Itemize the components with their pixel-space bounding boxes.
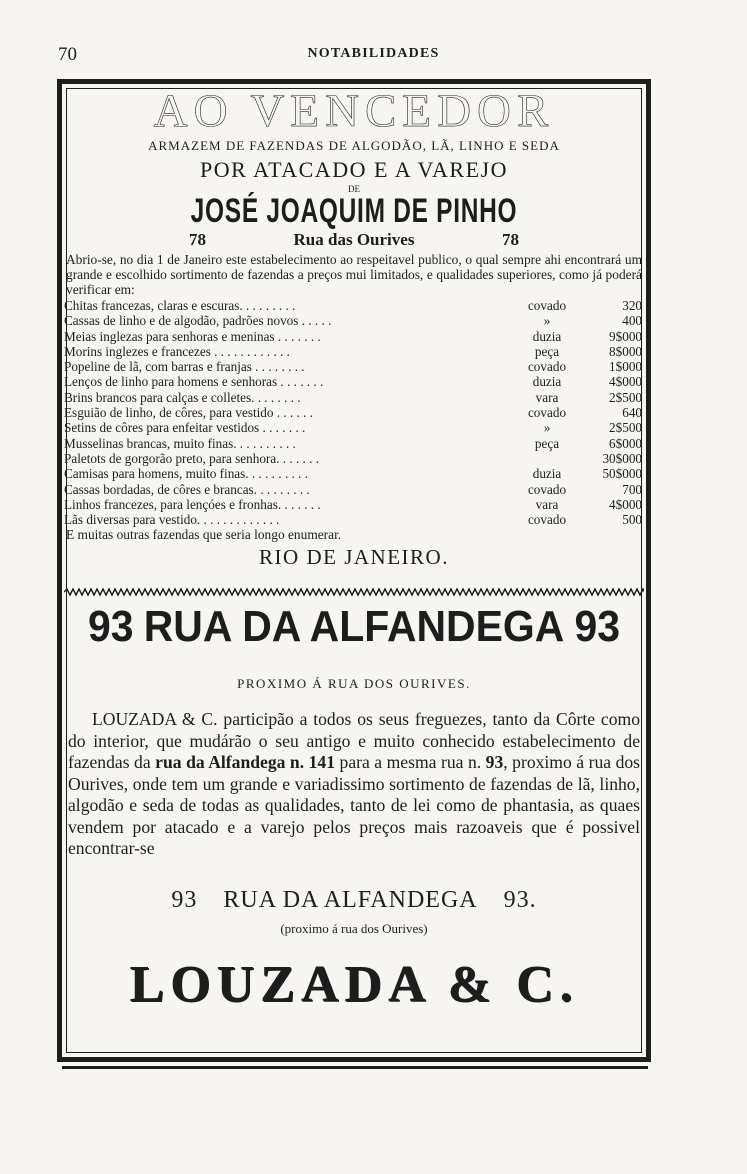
- item-unit: vara: [535, 389, 559, 405]
- heading-number-left: 93: [88, 602, 134, 651]
- price-row: [64, 436, 642, 451]
- item-name: Paletots de gorgorão preto, para senhora. . . . . . .: [64, 450, 320, 466]
- street-number-left: 78: [189, 230, 206, 249]
- page-number: 70: [58, 44, 77, 65]
- item-unit: covado: [527, 298, 567, 313]
- address-note: (proximo á rua dos Ourives): [280, 920, 428, 936]
- item-price: 4$000: [609, 374, 642, 390]
- price-row: [64, 512, 642, 527]
- item-name: Morins inglezes e francezes . . . . . . . . . . . .: [64, 343, 290, 359]
- body-old-address: rua da Alfandega n. 141: [155, 752, 336, 772]
- item-name: Chitas francezas, claras e escuras. . . . . . . . .: [64, 298, 296, 313]
- price-row: [64, 451, 642, 466]
- item-unit: duzia: [532, 374, 562, 390]
- shop-title: AO VENCEDOR: [153, 85, 555, 137]
- city-name: RIO DE JANEIRO.: [259, 545, 449, 570]
- price-row: [64, 420, 642, 435]
- ad-louzada: [64, 598, 644, 1014]
- closing-line: E muitas outras fazendas que seria longo enumerar.: [66, 527, 342, 543]
- item-price: 320: [622, 298, 642, 313]
- body-new-number: 93: [485, 752, 504, 772]
- item-price: 500: [622, 512, 642, 528]
- body-part-c: , proximo á rua dos Ourives, onde tem um grande e variadissimo sortimento de fazendas de lã, linho, algodão e seda de todas as qualidades, tanto de lei como de phantasia, as quaes vendem por atacado e a varejo pelos preços mais razoaveis que é possivel encontrar-se: [68, 752, 641, 858]
- price-row: [64, 374, 642, 389]
- item-price: 1$000: [609, 359, 642, 375]
- running-head: NOTABILIDADES: [307, 46, 440, 61]
- shop-tagline: POR ATACADO E A VAREJO: [200, 157, 508, 182]
- item-unit: duzia: [532, 466, 562, 482]
- ad-ao-vencedor: [64, 86, 644, 570]
- item-name: Brins brancos para calças e colletes. . . . . . . .: [64, 389, 301, 405]
- price-row: [64, 329, 642, 344]
- price-row: [64, 497, 642, 512]
- page-header: [0, 44, 747, 74]
- price-row: [64, 390, 642, 405]
- item-unit: covado: [527, 512, 567, 528]
- body-part-a: LOUZADA & C. participão a todos os seus freguezes, tanto da Côrte como do interior, que mudárão o seu antigo e muito conhecido estabelecimento de fazendas da: [68, 709, 640, 772]
- heading-number-right: 93: [574, 602, 620, 651]
- heading-street: RUA DA ALFANDEGA: [143, 602, 565, 651]
- item-name: Popeline de lã, com barras e franjas . . . . . . . .: [64, 359, 305, 375]
- de-label: DE: [348, 184, 360, 194]
- item-name: Meias inglezas para senhoras e meninas . . . . . . .: [64, 328, 321, 344]
- price-row: [64, 313, 642, 328]
- item-unit: covado: [527, 481, 567, 497]
- intro-paragraph: Abrio-se, no dia 1 de Janeiro este estabelecimento ao respeitavel publico, o qual sempre ahi encontrará um grande e escolhido sortimento de fazendas a preços mui limitados, e qualidades superiores, como já poderá verificar em:: [66, 252, 642, 297]
- item-name: Setins de côres para enfeitar vestidos . . . . . . .: [64, 420, 306, 436]
- shop-address: [189, 230, 519, 250]
- price-row: [64, 466, 642, 481]
- item-name: Lenços de linho para homens e senhoras . . . . . . .: [64, 374, 324, 390]
- item-price: 4$000: [609, 496, 642, 512]
- owner-name: JOSÉ JOAQUIM DE PINHO: [190, 192, 518, 230]
- body-part-b: para a mesma rua n.: [335, 752, 486, 772]
- item-name: Cassas de linho e de algodão, padrões novos . . . . .: [64, 313, 332, 329]
- item-price: 700: [622, 481, 642, 497]
- shop-subtitle: ARMAZEM DE FAZENDAS DE ALGODÃO, LÃ, LINHO E SEDA: [148, 138, 560, 153]
- address-number-left: 93: [171, 886, 198, 913]
- announcement-paragraph: [64, 709, 644, 860]
- big-street-heading: [84, 602, 623, 652]
- item-unit: »: [543, 313, 551, 329]
- address-line: [64, 887, 644, 914]
- price-row: [64, 482, 642, 497]
- item-price: 9$000: [609, 328, 642, 344]
- price-row: [64, 405, 642, 420]
- item-name: Lãs diversas para vestido. . . . . . . . . . . . .: [64, 512, 280, 528]
- item-unit: covado: [527, 359, 567, 375]
- item-unit: peça: [534, 435, 560, 451]
- price-row: [64, 298, 642, 313]
- price-row: [64, 359, 642, 374]
- item-unit: [510, 451, 584, 466]
- item-price: 8$000: [609, 343, 642, 359]
- item-name: Cassas bordadas, de côres e brancas. . . . . . . . .: [64, 481, 310, 497]
- item-name: Camisas para homens, muito finas. . . . . . . . . .: [64, 466, 308, 482]
- item-name: Esguião de linho, de côres, para vestido . . . . . .: [64, 405, 314, 421]
- item-name: Linhos francezes, para lençóes e fronhas. . . . . . .: [64, 496, 321, 512]
- item-price: 2$500: [609, 389, 642, 405]
- item-unit: »: [543, 420, 551, 436]
- item-price: 30$000: [602, 450, 642, 466]
- price-row: [64, 344, 642, 359]
- item-price: 6$000: [609, 435, 642, 451]
- item-price: 50$000: [602, 466, 642, 482]
- street-number-right: 78: [501, 230, 519, 249]
- street-name: Rua das Ourives: [293, 230, 415, 249]
- item-unit: covado: [527, 405, 567, 421]
- item-price: 640: [622, 405, 642, 421]
- address-number-right: 93.: [503, 886, 537, 913]
- item-name: Musselinas brancas, muito finas. . . . . . . . . .: [64, 435, 296, 451]
- bottom-rule: [62, 1066, 648, 1069]
- price-list: [64, 298, 642, 527]
- wavy-divider: [64, 586, 644, 598]
- address-street: RUA DA ALFANDEGA: [223, 886, 478, 913]
- item-unit: duzia: [532, 328, 562, 344]
- proximo-line: PROXIMO Á RUA DOS OURIVES.: [237, 676, 471, 691]
- company-signature: LOUZADA & C.: [129, 955, 579, 1013]
- item-unit: peça: [534, 343, 560, 359]
- item-price: 400: [622, 313, 642, 329]
- item-price: 2$500: [609, 420, 642, 436]
- item-unit: vara: [535, 496, 559, 512]
